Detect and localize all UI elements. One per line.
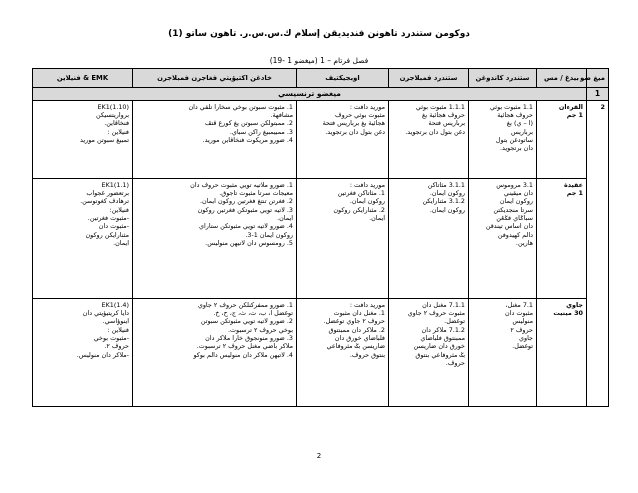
cell-line: 1. مغنل دان مثبوت [333,309,385,318]
cell-line: 1. مثاتاكن فغرتين [337,189,385,198]
cell-line: EK1(1.10) [97,102,129,111]
cell-line: فنيلاين : [107,127,129,136]
cell-line: -مثبوت دان [98,222,129,231]
cell-line: توغضل ا، ب، ت، ث، ج، ح، خ. [213,309,293,318]
emk-cell [33,100,133,178]
cell-line: 2. مثنارايكن روكون [333,205,385,214]
cell-line: فنيلاين : [107,325,129,334]
cell-line: ايمان. [369,214,385,223]
cell-line: دايا كريتيؤيتي دان [82,309,129,318]
cell-line: روكون ايمان. [429,205,465,214]
lesson-plan-table [32,68,609,407]
content-standard-cell [469,178,537,298]
cell-line: مثنارايكن روكون [85,230,129,239]
content-standard-cell [469,100,537,178]
cell-line: القرءان [558,102,583,111]
cell-line: 2. فغرتن تنتغ فغرتين روكون ايمان. [200,197,293,206]
cell-line: 2. ممبتولكن سبوتن يغ كورغ ڤتڤ [204,119,293,128]
cell-line: مشافهة. [270,111,293,120]
cell-line: 7.1 مغنل، [505,300,533,309]
cell-line: 5. رومسوس دان لاتيهن منوليس. [205,239,293,248]
cell-line: 3. ضورو منونجوق خارا ملاكر دان [205,334,293,343]
cell-line: 1. ضورو ممفركنلكن حروف ٢ جاوي [197,300,293,309]
activity-cell [297,100,389,178]
cell-line: بݢ مثروفاعي بنتوق [415,350,465,359]
table-header-row [33,69,609,88]
cell-line: 3.1.1 مثاتاكن [427,180,465,189]
cell-line: برواريتسيكن [96,111,129,120]
cell-line: موريد دافت : [349,300,385,309]
cell-line: حروف ٢ جاوي توغضل. [323,317,385,326]
cell-line: ضاريسن بݢ مثروفاعي [326,342,385,351]
cell-line: فنيلاين: [109,205,129,214]
cell-line: روكون ايمان [499,197,533,206]
cell-line: 4. ضورو مريكوت فنخاڤاين موريد. [202,136,293,145]
page-number: 2 [316,452,322,460]
cell-line: 1. مثبوت سبوتن بوخي سخارا تلقي دان [188,102,293,111]
cell-line: خورق دان ضاريسن [413,342,465,351]
cell-line: 1 جم [566,111,583,120]
cell-line: دان اساس تيندقن [485,222,533,231]
cell-line: 1. ضورو ملاتيه تويي مثبوت حروف دان [190,180,293,189]
cell-line: 3.1 مروموس [496,180,533,189]
topic-cell [537,178,587,298]
emk-cell [33,298,133,406]
cell-line: مثبوت حروف ٢ جاوي [407,309,465,318]
cell-line: تمبيغ سبوتن موريد [80,136,129,145]
learning-standard-cell [389,298,469,406]
topic-cell [537,100,587,178]
cell-line: برباريس فتحة [428,119,465,128]
cell-line: هارين. [515,239,533,248]
table-row [33,178,609,298]
cell-line: اينوؤاسي. [102,317,129,326]
cell-line: EK1(1.4) [101,300,129,309]
cell-line: -مثبوت بوخي [93,334,129,343]
cell-line: دالم كهيدوفن [497,230,533,239]
cell-line: موريد دافت : [349,102,385,111]
cell-line: جاوي [566,300,583,309]
cell-line: حروف ٢ [510,325,533,334]
pedagogy-cell [133,178,297,298]
col-week: ميغ ضو [587,69,609,88]
cell-line: 4. ضورو لاتيه تويي مثبوتكن ستاراي [199,222,293,231]
cell-line: دان ميقيني [503,189,533,198]
cell-line: -ملاكر دان منوليس. [76,350,129,359]
cell-line: ايمان. [113,239,129,248]
cell-line: 1.1.1 مثبوت بوثي [415,102,465,111]
cell-line: مثبوت دان [505,309,533,318]
cell-line: حروف هجائية بغ [421,111,465,120]
section-label: ميغضو ترنسيسي [33,88,587,101]
cell-line: منوليس [512,317,533,326]
document-title: دوكومن ستندرد تاهونن فنديديقن إسلام ك.س.س.ر. تاهون ساتو (1) [168,29,470,39]
cell-line: بوخي حروف ٢ ترسبوت. [227,325,293,334]
cell-line: 4. لاتيهن ملاكر دان منوليس دالم بوكو [193,350,293,359]
cell-line: روكون ايمان 1-3. [245,230,293,239]
table-row [33,100,609,178]
cell-line: سباݢاي فݢڠن [496,214,533,223]
col-learning-standard: ستندرد فمبلاجرن [389,69,469,88]
cell-line: ساتودغن بتول [495,136,533,145]
learning-standard-cell [389,100,469,178]
col-emk: EMK & فنيلاين [33,69,133,88]
cell-line: موريد دافت : [349,180,385,189]
cell-line: حروف هجائية [497,111,533,120]
cell-line: 30 مينيت [553,309,583,318]
cell-line: حروف. [445,359,465,368]
cell-line: 2. ضورو لاتيه تويي مثبوتكن سبوتن [200,317,293,326]
cell-line: دغن بتول دان برتجويد. [325,127,385,136]
section-row [33,88,609,101]
emk-cell [33,178,133,298]
col-content-standard: ستندرد كاندوغن [469,69,537,88]
cell-line: ترهادف كغوتوسن. [80,197,129,206]
cell-line: روكون ايمان. [349,197,385,206]
cell-line: توغضل. [512,342,533,351]
cell-line: ايمان. [277,214,293,223]
pedagogy-cell [133,100,297,178]
cell-line: دغن بتول دان برتجويد. [405,127,465,136]
topic-cell [537,298,587,406]
col-pedagogy: خادغن اكتيؤيتي فغاجرن فمبلاجرن [133,69,297,88]
cell-line: ممبنتوق فلباضاي [420,334,465,343]
content-standard-cell [469,298,537,406]
pedagogy-cell [133,298,297,406]
activity-cell [297,178,389,298]
cell-line: EK1(1.1) [101,180,129,189]
cell-line: مثبوت بوثي حروف [334,111,385,120]
cell-line: 3. ممبيمبيغ راكن سباي. [229,127,293,136]
cell-line: 3. لاتيه تويي مثبوتكن فغرتين روكون [197,205,293,214]
cell-line: دان برتجويد. [499,144,533,153]
table-row [33,298,609,406]
cell-line: -مثبوت فغرتين. [87,214,129,223]
cell-line: عقيدة [563,180,583,189]
cell-line: حروف ٢. [104,342,129,351]
col-topic: بيدغ / مس [537,69,587,88]
cell-line: روكون ايمان. [429,189,465,198]
cell-line: 7.1.1 مغنل دان [422,300,465,309]
cell-line: بنتوق حروف. [349,350,385,359]
activity-cell [297,298,389,406]
cell-line: (ا – ي) بغ [506,119,533,128]
cell-line: 1 جم [566,189,583,198]
cell-line: 7.1.2 ملاكر دان [421,325,465,334]
cell-line: هجائية بغ برباريس فتحة [322,119,385,128]
term-label: فصل فرتام – 1 (ميغضو 1 -19) [269,56,369,65]
cell-line: برتعضور غجواب [86,189,129,198]
cell-line: فلباضاي خورق دان [334,334,385,343]
cell-line: 3.1.2 مثنارايكن [422,197,465,206]
week-cell: 2 [587,100,609,406]
cell-line: جاوي [519,334,533,343]
learning-standard-cell [389,178,469,298]
cell-line: ملاكر باضي مغنل حروف ٢ ترسبوت. [196,342,293,351]
cell-line: فنخاڤاين. [104,119,129,128]
cell-line: معيجات سرتا مثبوت تاجوق. [219,189,293,198]
col-activity: اوبجيكتيف [297,69,389,88]
cell-line: سرتا منجديكتن [493,205,533,214]
section-week: 1 [587,88,609,101]
cell-line: 2. ملاكر دان ممبنتوق [328,325,385,334]
cell-line: 1.1 مثبوت بوثي [489,102,533,111]
cell-line: برباريس [510,127,533,136]
cell-line: توغضل. [444,317,465,326]
